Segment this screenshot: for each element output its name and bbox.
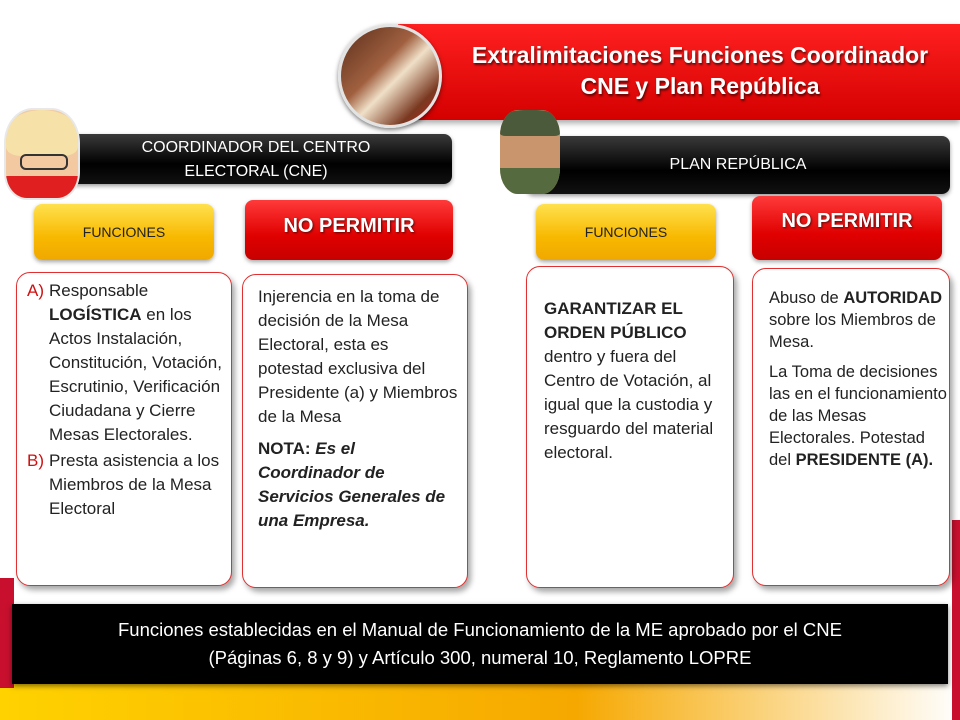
bottom-yellow-accent <box>0 680 960 720</box>
page-title <box>440 40 960 102</box>
plan-no-permitir-button[interactable]: NO PERMITIR <box>752 196 942 260</box>
cne-coordinator-header <box>60 134 452 184</box>
plan-republica-header: PLAN REPÚBLICA <box>526 136 950 194</box>
cne-funciones-button[interactable]: FUNCIONES <box>34 204 214 260</box>
cne-funciones-list <box>27 279 229 523</box>
list-marker: B) <box>27 451 44 470</box>
right-red-accent <box>952 520 960 720</box>
plan-no-permitir-paragraph-1: Abuso de AUTORIDAD sobre los Miembros de Mesa. <box>769 289 943 351</box>
cne-no-permitir-button[interactable]: NO PERMITIR <box>245 200 453 260</box>
coordinator-avatar <box>4 108 80 200</box>
list-item: B) Presta asistencia a los Miembros de la Mesa Electoral <box>27 449 229 521</box>
voting-photo <box>338 24 442 128</box>
cne-no-permitir-text: Injerencia en la toma de decisión de la Mesa Electoral, esta es potestad exclusiva del Presidente (a) y Miembros de la Mesa <box>258 287 458 426</box>
footer-note <box>12 604 948 684</box>
plan-no-permitir-box <box>752 268 950 586</box>
cne-nota: NOTA: Es el Coordinador de Servicios Generales de una Empresa. <box>258 439 446 530</box>
footer-line-2: (Páginas 6, 8 y 9) y Artículo 300, numeral 10, Reglamento LOPRE <box>208 647 752 668</box>
cne-no-permitir-box <box>242 274 468 588</box>
list-marker: A) <box>27 281 44 300</box>
title-line-2: CNE y Plan República <box>580 73 820 99</box>
title-line-1: Extralimitaciones Funciones Coordinador <box>471 42 929 68</box>
soldier-avatar <box>500 110 560 194</box>
plan-funciones-box <box>526 266 734 588</box>
cne-header-line-2: ELECTORAL (CNE) <box>184 163 328 180</box>
plan-no-permitir-paragraph-2: La Toma de decisiones las en el funcionamiento de las Mesas Electorales. Potestad del PRESIDENTE (A). <box>769 363 947 469</box>
footer-line-1: Funciones establecidas en el Manual de Funcionamiento de la ME aprobado por el CNE <box>118 619 842 640</box>
cne-funciones-box <box>16 272 232 586</box>
cne-header-line-1: COORDINADOR DEL CENTRO <box>141 139 371 156</box>
list-item: A) Responsable LOGÍSTICA en los Actos Instalación, Constitución, Votación, Escrutinio, Verificación Ciudadana y Cierre Mesas Electorales. <box>27 279 229 447</box>
plan-funciones-button[interactable]: FUNCIONES <box>536 204 716 260</box>
plan-funciones-text: GARANTIZAR EL ORDEN PÚBLICO dentro y fuera del Centro de Votación, al igual que la custodia y resguardo del material electoral. <box>544 299 714 462</box>
